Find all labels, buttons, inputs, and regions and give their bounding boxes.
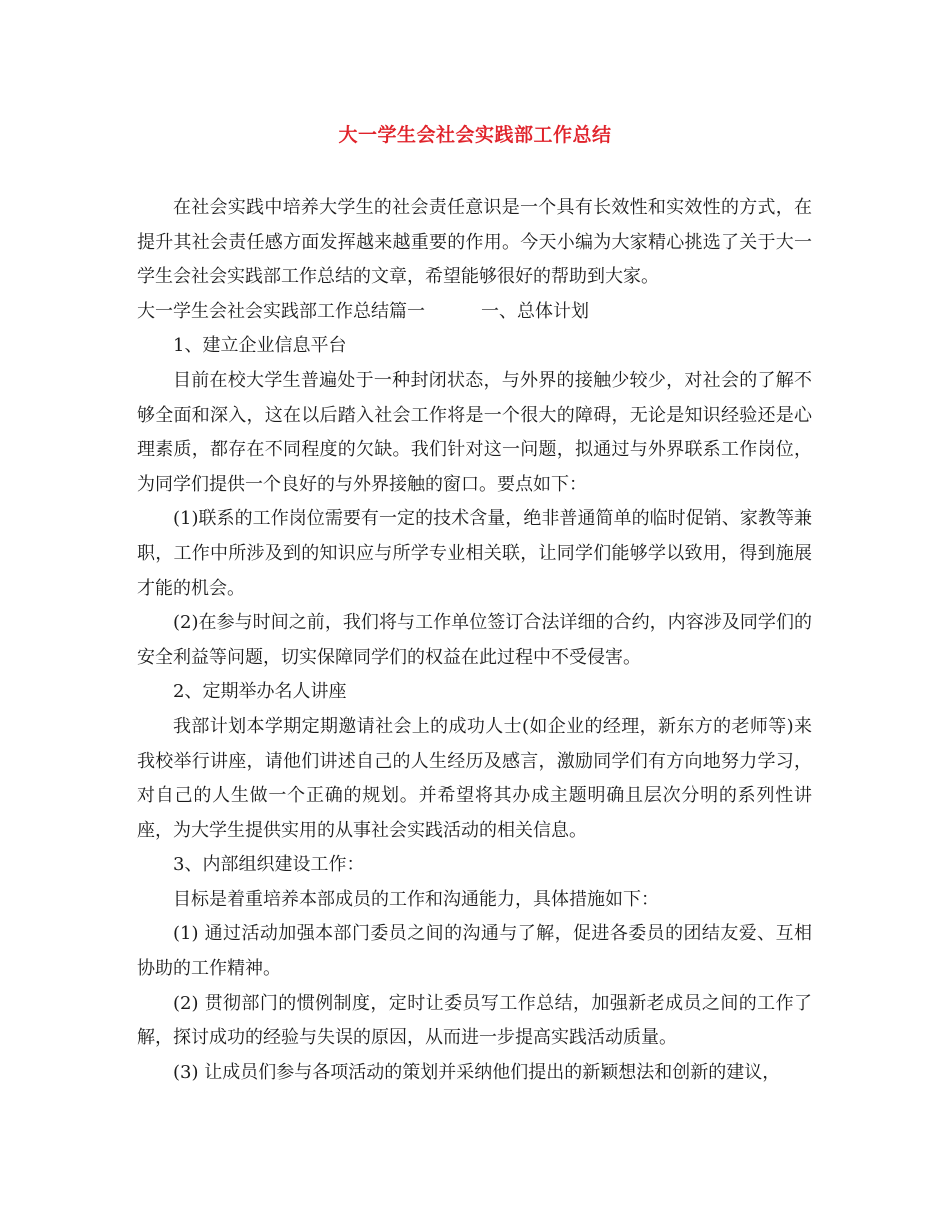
document-title: 大一学生会社会实践部工作总结 xyxy=(338,124,612,146)
item-1-paragraph: 目前在校大学生普遍处于一种封闭状态，与外界的接触少较少，对社会的了解不够全面和深入，这在以后踏入社会工作将是一个很大的障碍，无论是知识经验还是心理素质，都存在不同程度的欠缺。我们针对这一问题，拟通过与外界联系工作岗位，为同学们提供一个良好的与外界接触的窗口。要点如下： xyxy=(137,369,812,495)
item-2-heading: 2、定期举办名人讲座 xyxy=(173,681,347,703)
item-1-heading: 1、建立企业信息平台 xyxy=(173,335,347,357)
item-3-point-3: (3) 让成员们参与各项活动的策划并采纳他们提出的新颖想法和创新的建议， xyxy=(173,1061,781,1083)
item-1-point-2: (2)在参与时间之前，我们将与工作单位签订合法详细的合约，内容涉及同学们的安全利益等问题，切实保障同学们的权益在此过程中不受侵害。 xyxy=(137,612,812,668)
item-2-paragraph: 我部计划本学期定期邀请社会上的成功人士(如企业的经理，新东方的老师等)来我校举行讲座，请他们讲述自己的人生经历及感言，激励同学们有方向地努力学习，对自己的人生做一个正确的规划。并希望将其办成主题明确且层次分明的系列性讲座，为大学生提供实用的从事社会实践活动的相关信息。 xyxy=(137,715,812,841)
item-3-paragraph: 目标是着重培养本部成员的工作和沟通能力，具体措施如下： xyxy=(173,888,659,910)
item-1-point-1: (1)联系的工作岗位需要有一定的技术含量，绝非普通简单的临时促销、家教等兼职，工作中所涉及到的知识应与所学专业相关联，让同学们能够学以致用，得到施展才能的机会。 xyxy=(137,508,812,599)
intro-paragraph: 在社会实践中培养大学生的社会责任意识是一个具有长效性和实效性的方式，在提升其社会责任感方面发挥越来越重要的作用。今天小编为大家精心挑选了关于大一学生会社会实践部工作总结的文章，希望能够很好的帮助到大家。 xyxy=(137,197,812,288)
document-body xyxy=(137,191,812,1090)
section-heading-subtitle: 一、总体计划 xyxy=(481,300,589,322)
item-3-point-1: (1) 通过活动加强本部门委员之间的沟通与了解，促进各委员的团结友爱、互相协助的工作精神。 xyxy=(137,923,812,980)
section-heading-title: 大一学生会社会实践部工作总结篇一 xyxy=(137,300,425,322)
section-heading xyxy=(137,295,812,330)
item-3-heading: 3、内部组织建设工作： xyxy=(173,854,365,876)
item-3-point-2: (2) 贯彻部门的惯例制度，定时让委员写工作总结，加强新老成员之间的工作了解，探讨成功的经验与失误的原因，从而进一步提高实践活动质量。 xyxy=(137,992,812,1049)
